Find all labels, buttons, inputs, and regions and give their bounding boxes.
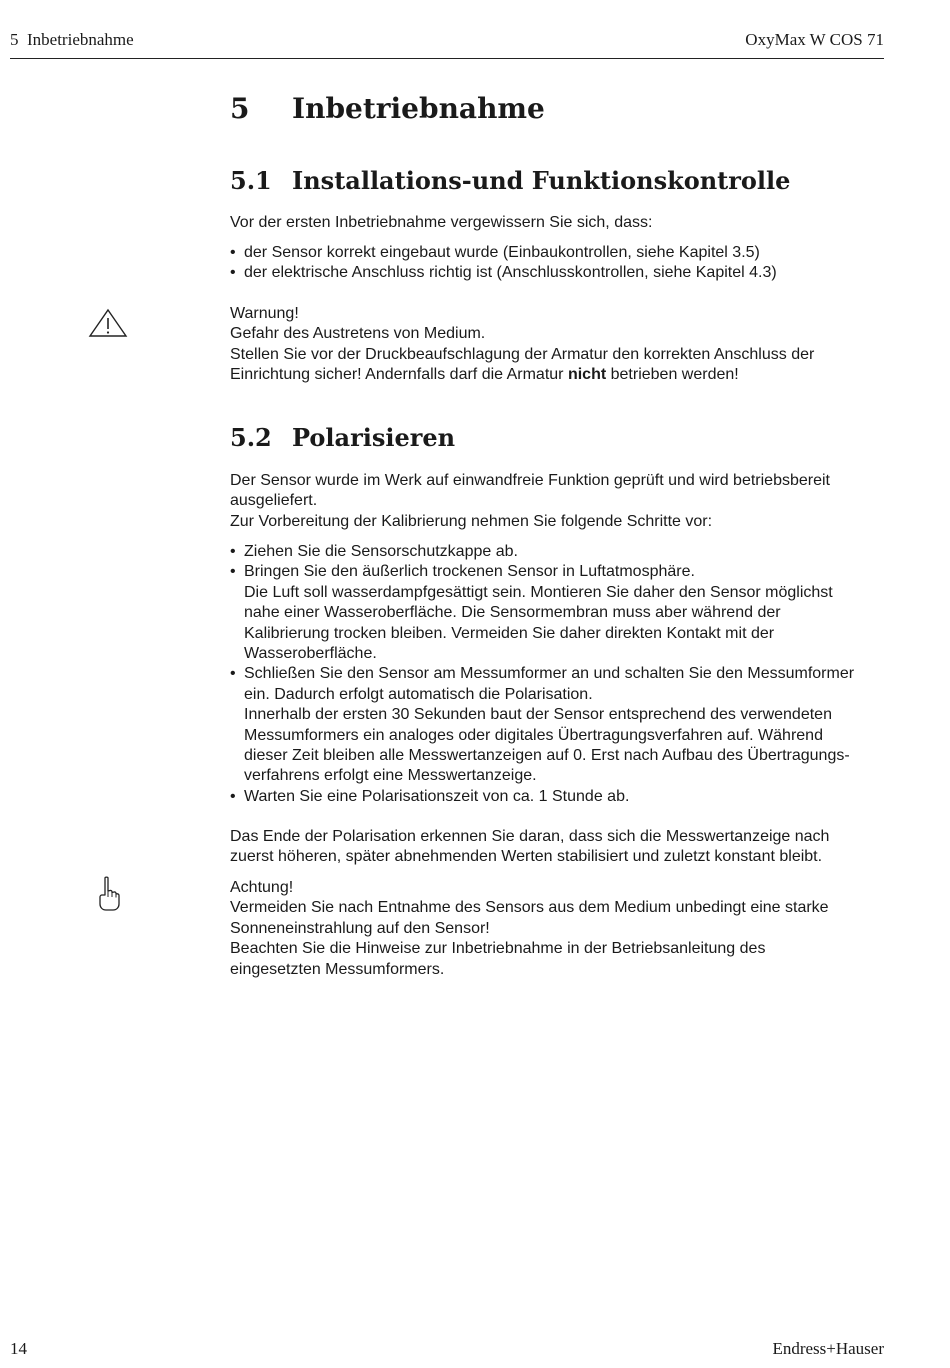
section-heading-5-1	[230, 166, 790, 195]
list-item-line: ein. Dadurch erfolgt automatisch die Polarisation.	[244, 685, 593, 703]
paragraph-line: zuerst höheren, später abnehmenden Werten stabilisiert und zuletzt konstant bleibt.	[230, 848, 823, 866]
warning-triangle-icon	[88, 308, 128, 338]
header-divider	[10, 58, 884, 59]
section-number: 5.2	[230, 423, 272, 452]
page-number: 14	[10, 1339, 27, 1358]
list-item: • Schließen Sie den Sensor am Messumformer an und schalten Sie den Messumformer ein. Dadurch erfolgt automatisch die Polarisation. Innerhalb der ersten 30 Sekunden baut der Sensor entsprechend des verwendeten Messumformers ein analoges oder digitales Übertragungsverfahren auf. Während dieser Zeit bleiben alle Messwertanzeigen auf 0. Erst nach Aufbau des Übertragungs- verfahrens erfolgt eine Messwertanzeige.	[230, 664, 890, 786]
list-item-line: verfahrens erfolgt eine Messwertanzeige.	[244, 767, 537, 785]
paragraph-line: Das Ende der Polarisation erkennen Sie daran, dass sich die Messwertanzeige nach	[230, 828, 830, 845]
emphasis-text: nicht	[567, 366, 607, 384]
polarisation-end-text	[230, 827, 890, 868]
list-item-line: Schließen Sie den Sensor am Messumformer an und schalten Sie den Messumformer	[244, 665, 855, 683]
section1-intro	[230, 213, 890, 233]
warning-line: Stellen Sie vor der Druckbeaufschlagung der Armatur den korrekten Anschluss der	[230, 345, 815, 363]
list-item: • der Sensor korrekt eingebaut wurde (Einbaukontrollen, siehe Kapitel 3.5)	[230, 243, 890, 263]
intro-line: ausgeliefert.	[230, 492, 318, 510]
list-item-line: Messumformers ein analoges oder digitales Übertragungsverfahren auf. Während	[244, 726, 823, 744]
chapter-title	[230, 92, 545, 125]
list-item-line: Bringen Sie den äußerlich trockenen Sensor in Luftatmosphäre.	[244, 563, 695, 581]
list-item-line: Warten Sie eine Polarisationszeit von ca. 1 Stunde ab.	[244, 787, 630, 805]
section2-bullet-list	[230, 542, 890, 807]
section1-bullet-list	[230, 243, 890, 284]
header-chapter: 5 Inbetriebnahme	[10, 30, 134, 49]
list-item: • der elektrische Anschluss richtig ist (Anschlusskontrollen, siehe Kapitel 4.3)	[230, 263, 890, 283]
list-item-text: der elektrische Anschluss richtig ist (Anschlusskontrollen, siehe Kapitel 4.3)	[244, 264, 777, 282]
caution-line: Vermeiden Sie nach Entnahme des Sensors aus dem Medium unbedingt eine starke	[230, 899, 829, 917]
caution-block	[230, 878, 890, 980]
header-product: OxyMax W COS 71	[745, 30, 884, 49]
warning-line: Einrichtung sicher! Andernfalls darf die Armatur nicht betrieben werden!	[230, 366, 739, 384]
caution-title: Achtung!	[230, 879, 294, 896]
section-heading-5-2	[230, 423, 455, 452]
list-item-line: Wasseroberfläche.	[244, 645, 377, 663]
list-item-line: Innerhalb der ersten 30 Sekunden baut der Sensor entsprechend des verwendeten	[244, 706, 832, 724]
list-item-line: Kalibrierung trocken bleiben. Vermeiden Sie daher direkten Kontakt mit der	[244, 624, 775, 642]
intro-text: Vor der ersten Inbetriebnahme vergewissern Sie sich, dass:	[230, 214, 653, 231]
caution-line: Beachten Sie die Hinweise zur Inbetriebnahme in der Betriebsanleitung des	[230, 940, 766, 958]
list-item-line: nahe einer Wasseroberfläche. Die Sensormembran muss aber während der	[244, 604, 781, 622]
list-item: • Ziehen Sie die Sensorschutzkappe ab.	[230, 542, 890, 562]
section-title: Installations-und Funktionskontrolle	[292, 166, 791, 195]
section2-intro	[230, 471, 890, 532]
chapter-title-text: Inbetriebnahme	[292, 92, 545, 125]
caution-line: eingesetzten Messumformers.	[230, 960, 445, 978]
warning-title: Warnung!	[230, 305, 299, 322]
list-item: • Warten Sie eine Polarisationszeit von ca. 1 Stunde ab.	[230, 787, 890, 807]
intro-line: Der Sensor wurde im Werk auf einwandfreie Funktion geprüft und wird betriebsbereit	[230, 472, 830, 489]
caution-line: Sonneneinstrahlung auf den Sensor!	[230, 919, 490, 937]
brand-name: Endress+Hauser	[772, 1339, 884, 1358]
pointing-hand-icon	[96, 876, 120, 912]
list-item: • Bringen Sie den äußerlich trockenen Sensor in Luftatmosphäre. Die Luft soll wasserdampfgesättigt sein. Montieren Sie daher den Sensor möglichst nahe einer Wasseroberfläche. Die Sensormembran muss aber während der Kalibrierung trocken bleiben. Vermeiden Sie daher direkten Kontakt mit der Wasseroberfläche.	[230, 562, 890, 664]
warning-block	[230, 304, 890, 386]
chapter-number: 5	[230, 92, 250, 125]
list-item-text: der Sensor korrekt eingebaut wurde (Einbaukontrollen, siehe Kapitel 3.5)	[244, 244, 760, 261]
section-number: 5.1	[230, 166, 272, 195]
list-item-line: Ziehen Sie die Sensorschutzkappe ab.	[244, 543, 518, 560]
list-item-line: dieser Zeit bleiben alle Messwertanzeigen auf 0. Erst nach Aufbau des Übertragungs-	[244, 747, 850, 765]
section-title: Polarisieren	[292, 423, 456, 452]
list-item-line: Die Luft soll wasserdampfgesättigt sein. Montieren Sie daher den Sensor möglichst	[244, 583, 833, 601]
warning-line: Gefahr des Austretens von Medium.	[230, 325, 486, 343]
intro-line: Zur Vorbereitung der Kalibrierung nehmen Sie folgende Schritte vor:	[230, 512, 713, 530]
